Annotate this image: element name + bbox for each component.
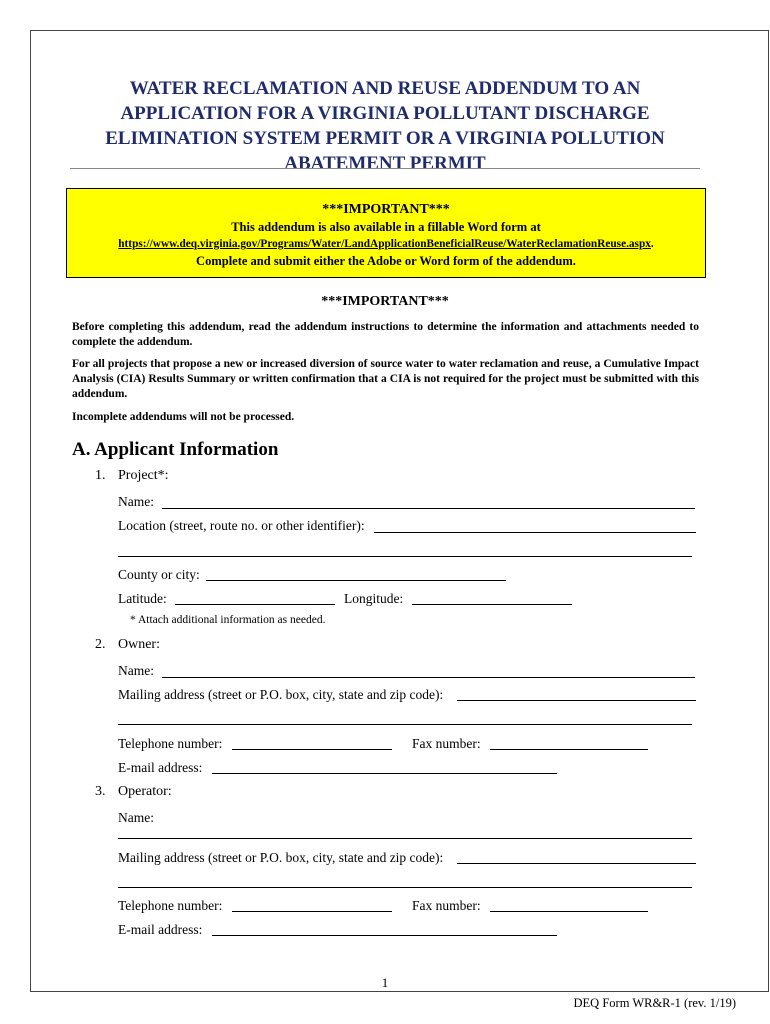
instructions-paragraph: Before completing this addendum, read the addendum instructions to determine the information and attachments needed to complete the addendum. <box>72 321 699 348</box>
longitude-label: Longitude: <box>344 591 404 606</box>
owner-mailing-field[interactable] <box>457 700 696 701</box>
important-heading: ***IMPORTANT*** <box>321 294 449 309</box>
attach-note: * Attach additional information as needed. <box>130 614 326 626</box>
owner-email-label: E-mail address: <box>118 760 203 775</box>
latitude-field[interactable] <box>175 604 335 605</box>
important-notice-box <box>66 188 706 278</box>
operator-mailing-label: Mailing address (street or P.O. box, city, state and zip code): <box>118 850 444 865</box>
project-name-field[interactable] <box>162 508 695 509</box>
url-suffix: . <box>650 238 654 250</box>
title-divider <box>70 168 700 169</box>
operator-number: 3. <box>95 784 106 799</box>
cia-paragraph: For all projects that propose a new or increased diversion of source water to water reclamation and reuse, a Cumulative Impact Analysis (CIA) Results Summary or written confirmation that a CIA is not required for the project must be submitted with this addendum. <box>72 358 699 400</box>
operator-telephone-field[interactable] <box>232 911 392 912</box>
project-number: 1. <box>95 468 106 483</box>
owner-telephone-label: Telephone number: <box>118 736 223 751</box>
operator-email-label: E-mail address: <box>118 922 203 937</box>
operator-name-label: Name: <box>118 810 154 825</box>
owner-email-field[interactable] <box>212 773 557 774</box>
project-location-field[interactable] <box>374 532 696 533</box>
longitude-field[interactable] <box>412 604 572 605</box>
owner-fax-label: Fax number: <box>412 736 481 751</box>
operator-mailing-field-2[interactable] <box>118 887 692 888</box>
notice-line: This addendum is also available in a fillable Word form at <box>231 220 541 234</box>
operator-mailing-field[interactable] <box>457 863 696 864</box>
county-field[interactable] <box>206 580 506 581</box>
section-a-title: A. Applicant Information <box>72 439 279 460</box>
notice-instruction: Complete and submit either the Adobe or Word form of the addendum. <box>196 254 576 268</box>
owner-number: 2. <box>95 637 106 652</box>
operator-telephone-label: Telephone number: <box>118 898 223 913</box>
page-number: 1 <box>381 975 389 990</box>
project-location-label: Location (street, route no. or other identifier): <box>118 518 365 533</box>
form-title: WATER RECLAMATION AND REUSE ADDENDUM TO AN APPLICATION FOR A VIRGINIA POLLUTANT DISCHARGE ELIMINATION SYSTEM PERMIT OR A VIRGINIA POLLUTION ABATEMENT PERMIT <box>105 78 665 174</box>
latitude-label: Latitude: <box>118 591 167 606</box>
operator-email-field[interactable] <box>212 935 557 936</box>
project-name-label: Name: <box>118 494 154 509</box>
owner-telephone-field[interactable] <box>232 749 392 750</box>
operator-label: Operator: <box>118 784 172 799</box>
owner-mailing-field-2[interactable] <box>118 724 692 725</box>
word-form-link[interactable]: https://www.deq.virginia.gov/Programs/Water/LandApplicationBeneficialReuse/WaterReclamationReuse.aspx <box>118 238 651 250</box>
owner-name-label: Name: <box>118 663 154 678</box>
owner-fax-field[interactable] <box>490 749 648 750</box>
operator-name-field[interactable] <box>118 838 692 839</box>
notice-heading: ***IMPORTANT*** <box>322 202 450 217</box>
owner-mailing-label: Mailing address (street or P.O. box, city, state and zip code): <box>118 687 444 702</box>
incomplete-warning: Incomplete addendums will not be processed. <box>72 411 295 423</box>
project-label: Project*: <box>118 468 169 483</box>
county-label: County or city: <box>118 567 200 582</box>
operator-fax-label: Fax number: <box>412 898 481 913</box>
owner-name-field[interactable] <box>162 677 695 678</box>
owner-label: Owner: <box>118 637 160 652</box>
project-location-field-2[interactable] <box>118 556 692 557</box>
form-identifier: DEQ Form WR&R-1 (rev. 1/19) <box>573 996 736 1010</box>
operator-fax-field[interactable] <box>490 911 648 912</box>
